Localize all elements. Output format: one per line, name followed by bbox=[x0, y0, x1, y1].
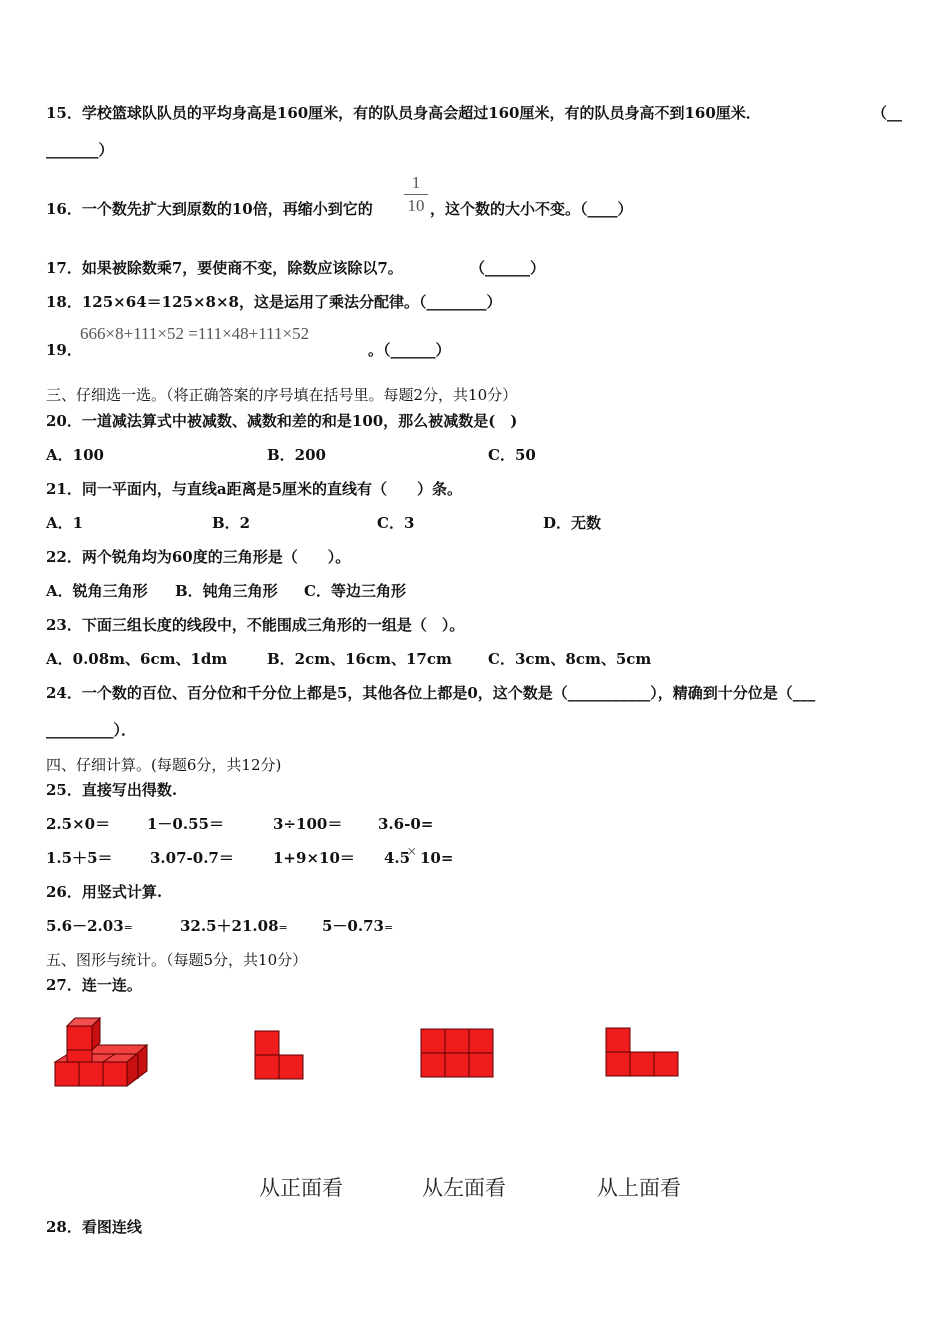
q15-blank-open: （__ bbox=[872, 104, 903, 122]
q21-option-b: B．2 bbox=[212, 514, 251, 532]
section3-heading: 三、仔细选一选。（将正确答案的序号填在括号里。每题2分，共10分） bbox=[46, 386, 518, 404]
q23-text: 23．下面三组长度的线段中，不能围成三角形的一组是（ ）。 bbox=[46, 616, 465, 634]
q15-blank-close: _______） bbox=[46, 141, 114, 159]
q20-option-a: A．100 bbox=[46, 446, 104, 464]
q27-text: 27．连一连。 bbox=[46, 976, 142, 994]
q25-text: 25．直接写出得数. bbox=[46, 781, 178, 799]
q24-text: 24．一个数的百位、百分位和千分位上都是5，其他各位上都是0，这个数是（___________），精确到十分位是（___ bbox=[46, 684, 816, 702]
q26-item-2-expr: 32.5＋21.08 bbox=[180, 917, 279, 935]
q25-r1-c1: 2.5×0＝ bbox=[46, 815, 111, 833]
q24-cont: _________）． bbox=[46, 721, 137, 739]
q26-item-3-eq: = bbox=[383, 921, 394, 934]
q16-text-after: ，这个数的大小不变。（____） bbox=[430, 200, 633, 218]
section4-heading: 四、仔细计算。(每题6分，共12分) bbox=[46, 756, 282, 774]
q17-blank: （______） bbox=[470, 259, 546, 277]
q16-frac-den: 10 bbox=[407, 196, 425, 215]
q22-option-c: C．等边三角形 bbox=[304, 582, 406, 600]
q19-number: 19． bbox=[46, 341, 82, 359]
q20-text: 20．一道减法算式中被减数、减数和差的和是100，那么被减数是( ) bbox=[46, 412, 518, 430]
q16-frac-num: 1 bbox=[411, 173, 421, 192]
q18-text: 18．125×64＝125×8×8，这是运用了乘法分配律。（________） bbox=[46, 293, 502, 311]
view-figure-1 bbox=[254, 1030, 306, 1082]
q25-r1-c3: 3÷100＝ bbox=[273, 815, 343, 833]
label-left-view: 从左面看 bbox=[422, 1176, 506, 1200]
q22-text: 22．两个锐角均为60度的三角形是（ ）。 bbox=[46, 548, 351, 566]
q25-r1-c2: 1－0.55＝ bbox=[147, 815, 224, 833]
q19-expression: 666×8+111×52 =111×48+111×52 bbox=[80, 324, 310, 343]
q26-text: 26．用竖式计算. bbox=[46, 883, 163, 901]
q26-item-1-expr: 5.6－2.03 bbox=[46, 917, 124, 935]
q25-r2-c3: 1+9×10＝ bbox=[273, 849, 355, 867]
q23-option-c: C．3cm、8cm、5cm bbox=[488, 650, 652, 668]
q21-text: 21．同一平面内，与直线a距离是5厘米的直线有（ ）条。 bbox=[46, 480, 463, 498]
q26-item-2-eq: = bbox=[278, 921, 288, 934]
q16-text-before: 16．一个数先扩大到原数的10倍，再缩小到它的 bbox=[46, 200, 373, 218]
q25-r1-c4: 3.6-0= bbox=[378, 815, 434, 833]
q28-text: 28．看图连线 bbox=[46, 1218, 142, 1236]
q25-r2-c1: 1.5＋5＝ bbox=[46, 849, 113, 867]
q26-item-3 bbox=[322, 916, 393, 938]
q15-text: 15．学校篮球队队员的平均身高是160厘米，有的队员身高会超过160厘米，有的队员身高不到160厘米． bbox=[46, 104, 761, 122]
q19-after: 。（______） bbox=[368, 341, 451, 359]
q25-r2-c4-times: × bbox=[407, 842, 417, 861]
view-figure-2 bbox=[420, 1028, 496, 1080]
q21-option-d: D．无数 bbox=[543, 514, 602, 532]
q23-option-b: B．2cm、16cm、17cm bbox=[267, 650, 452, 668]
section5-heading: 五、图形与统计。（每题5分，共10分） bbox=[46, 951, 308, 969]
q16-fraction bbox=[404, 173, 428, 216]
q22-option-a: A．锐角三角形 bbox=[46, 582, 148, 600]
q21-option-c: C．3 bbox=[377, 514, 415, 532]
q20-option-b: B．200 bbox=[267, 446, 326, 464]
q26-item-3-expr: 5－0.73 bbox=[322, 917, 384, 935]
label-top-view: 从上面看 bbox=[597, 1176, 681, 1200]
cube-stack-3d-figure bbox=[52, 1015, 152, 1089]
q25-r2-c2: 3.07-0.7＝ bbox=[150, 849, 234, 867]
q17-text: 17．如果被除数乘7，要使商不变，除数应该除以7。 bbox=[46, 259, 403, 277]
view-figure-3 bbox=[605, 1027, 681, 1079]
q26-item-1-eq: = bbox=[123, 921, 133, 934]
q26-item-2 bbox=[180, 916, 288, 938]
q20-option-c: C．50 bbox=[488, 446, 536, 464]
q25-r2-c4-num: 4.5 bbox=[384, 849, 411, 867]
q22-option-b: B．钝角三角形 bbox=[175, 582, 278, 600]
label-front-view: 从正面看 bbox=[259, 1176, 343, 1200]
q26-item-1 bbox=[46, 916, 133, 938]
q23-option-a: A．0.08m、6cm、1dm bbox=[46, 650, 228, 668]
q25-r2-c4-rest: 10= bbox=[420, 849, 454, 867]
q21-option-a: A．1 bbox=[46, 514, 84, 532]
